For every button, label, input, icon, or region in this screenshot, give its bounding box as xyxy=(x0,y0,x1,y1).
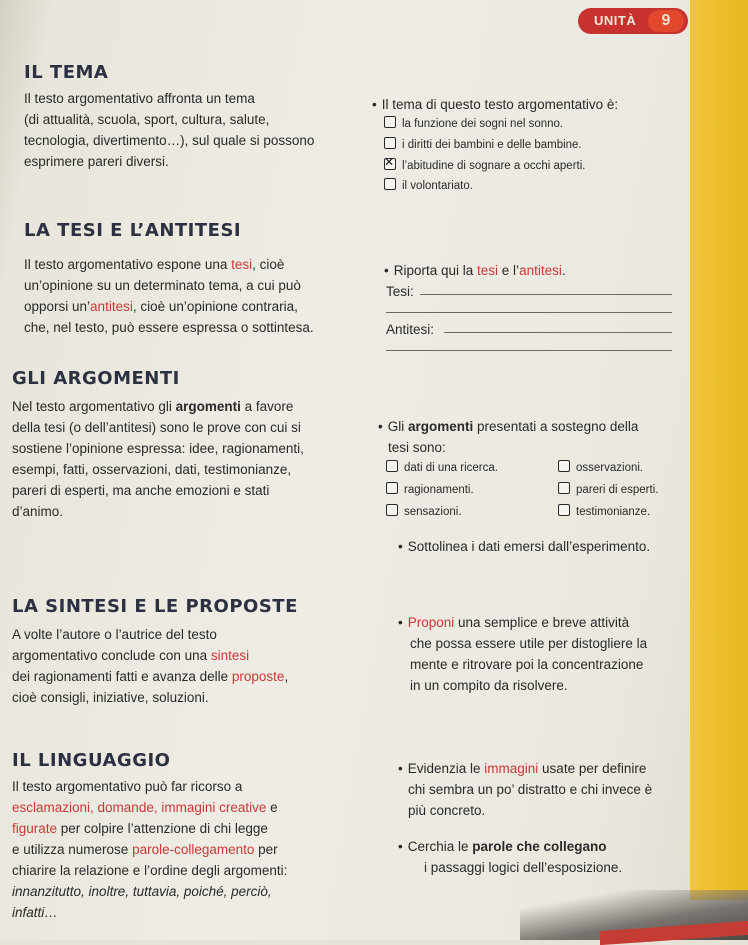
sintesi-text: A volte l’autore o l’autrice del testo argomentativo conclude con una sintesi dei ragionamenti fatti e avanza delle proposte, cioè consigli, iniziative, soluzioni. xyxy=(12,627,289,705)
checkbox[interactable] xyxy=(386,504,398,516)
checkbox[interactable] xyxy=(384,137,396,149)
tesi-answer-line[interactable] xyxy=(420,294,672,295)
sintesi-prompt-line: mente e ritrovare poi la concentrazione xyxy=(410,657,644,672)
argomenti-option[interactable]: osservazioni. xyxy=(558,460,643,474)
checkbox[interactable] xyxy=(558,482,570,494)
checkbox[interactable] xyxy=(384,116,396,128)
argomenti-prompt-line2: tesi sono: xyxy=(388,440,446,455)
section-title-tema: IL TEMA xyxy=(24,62,109,83)
section-title-linguaggio: IL LINGUAGGIO xyxy=(12,750,171,771)
sintesi-prompt-line: che possa essere utile per distogliere la xyxy=(410,636,648,651)
sintesi-prompt: • Proponi una semplice e breve attività xyxy=(398,612,629,633)
tema-option[interactable]: il volontariato. xyxy=(384,178,473,192)
page-edge-strip xyxy=(690,0,748,900)
section-title-sintesi: LA SINTESI E LE PROPOSTE xyxy=(12,596,298,617)
checkbox[interactable] xyxy=(386,460,398,472)
tema-option-checked[interactable]: ✕l’abitudine di sognare a occhi aperti. xyxy=(384,158,585,172)
linguaggio-text: Il testo argomentativo può far ricorso a esclamazioni, domande, immagini creative e figurate per colpire l’attenzione di chi legge e utilizza numerose parole-collegamento per chiarire la relazione e l’ordine degli argomenti: innanzitutto, inoltre, tuttavia, poiché, perciò, infatti… xyxy=(12,779,288,920)
checkbox[interactable] xyxy=(384,178,396,190)
argomenti-option[interactable]: sensazioni. xyxy=(386,504,462,518)
tema-option[interactable]: la funzione dei sogni nel sonno. xyxy=(384,116,563,130)
argomenti-option[interactable]: dati di una ricerca. xyxy=(386,460,498,474)
argomenti-prompt: • Gli argomenti presentati a sostegno della xyxy=(378,416,638,437)
linguaggio-prompt1-line: chi sembra un po’ distratto e chi invece è xyxy=(408,782,653,797)
checkbox[interactable] xyxy=(386,482,398,494)
tesi-answer-line[interactable] xyxy=(386,312,672,313)
checkbox[interactable] xyxy=(558,504,570,516)
tema-text xyxy=(24,88,314,172)
linguaggio-prompt1-line: più concreto. xyxy=(408,803,486,818)
tesi-field-label: Tesi: xyxy=(386,284,414,299)
unit-label: UNITÀ xyxy=(594,13,637,28)
argomenti-option[interactable]: ragionamenti. xyxy=(386,482,474,496)
linguaggio-prompt1: • Evidenzia le immagini usate per definire xyxy=(398,758,646,779)
tesi-prompt: • Riporta qui la tesi e l’antitesi. xyxy=(384,260,566,281)
tesi-text: Il testo argomentativo espone una tesi, cioè un’opinione su un determinato tema, a cui può opporsi un’antitesi, cioè un’opinione contraria, che, nel testo, può essere espressa o sottintesa. xyxy=(24,257,314,335)
checkbox-checked[interactable] xyxy=(384,158,396,170)
tema-option[interactable]: i diritti dei bambini e delle bambine. xyxy=(384,137,582,151)
antitesi-answer-line[interactable] xyxy=(386,350,672,351)
argomenti-option[interactable]: pareri di esperti. xyxy=(558,482,658,496)
tema-line: esprimere pareri diversi. xyxy=(24,154,169,169)
tema-line: (di attualità, scuola, sport, cultura, salute, xyxy=(24,112,270,127)
argomenti-option[interactable]: testimonianze. xyxy=(558,504,650,518)
tema-line: Il testo argomentativo affronta un tema xyxy=(24,91,255,106)
linguaggio-prompt2: • Cerchia le parole che collegano xyxy=(398,836,607,857)
unit-number: 9 xyxy=(648,10,684,32)
checkbox[interactable] xyxy=(558,460,570,472)
antitesi-field-label: Antitesi: xyxy=(386,322,435,337)
linguaggio-prompt2-line: i passaggi logici dell’esposizione. xyxy=(424,860,623,875)
sintesi-prompt-line: in un compito da risolvere. xyxy=(410,678,568,693)
section-title-argomenti: GLI ARGOMENTI xyxy=(12,368,180,389)
tema-prompt: • Il tema di questo testo argomentativo è: xyxy=(372,94,618,115)
tema-line: tecnologia, divertimento…), sul quale si possono xyxy=(24,133,315,148)
argomenti-text: Nel testo argomentativo gli argomenti a favore della tesi (o dell’antitesi) sono le prove con cui si sostiene l’opinione espressa: idee, ragionamenti, esempi, fatti, osservazioni, dati, testimonianze, pareri di esperti, ma anche emozioni e stati d’animo. xyxy=(12,399,304,519)
section-title-tesi: LA TESI E L’ANTITESI xyxy=(24,220,242,241)
argomenti-prompt2: • Sottolinea i dati emersi dall’esperimento. xyxy=(398,536,650,557)
antitesi-answer-line[interactable] xyxy=(444,332,672,333)
unit-badge xyxy=(578,8,688,34)
